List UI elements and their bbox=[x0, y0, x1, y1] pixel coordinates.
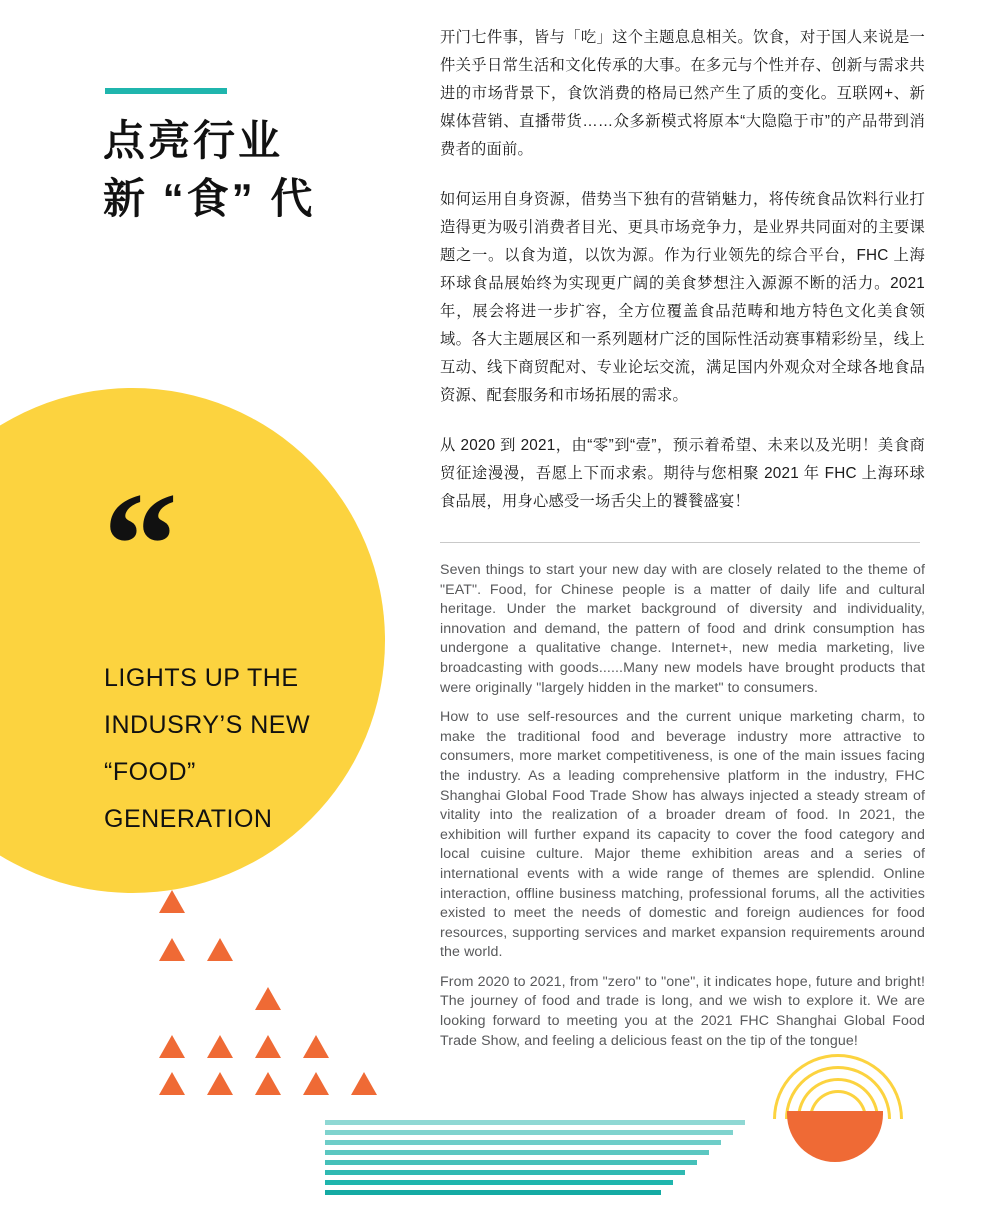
triangle-icon bbox=[159, 1035, 185, 1058]
bowl-body bbox=[787, 1114, 883, 1162]
triangle-icon bbox=[255, 1035, 281, 1058]
triangle-icon bbox=[303, 1072, 329, 1095]
triangle-pattern-decoration bbox=[150, 880, 420, 1090]
stripe bbox=[325, 1140, 721, 1145]
triangle-icon bbox=[159, 890, 185, 913]
left-panel bbox=[0, 0, 430, 1203]
stripe bbox=[325, 1120, 745, 1125]
quotation-mark-icon: “ bbox=[103, 462, 180, 628]
stripe bbox=[325, 1170, 685, 1175]
stripe bbox=[325, 1190, 661, 1195]
chinese-paragraph: 从 2020 到 2021，由“零”到“壹”，预示着希望、未来以及光明！美食商贸征途漫漫，吾愿上下而求索。期待与您相聚 2021 年 FHC 上海环球食品展，用身心感受一场舌尖上的饕餮盛宴！ bbox=[440, 437, 925, 510]
triangle-icon bbox=[159, 1072, 185, 1095]
triangle-icon bbox=[159, 938, 185, 961]
triangle-icon bbox=[207, 938, 233, 961]
english-headline-line-3: “FOOD” bbox=[104, 758, 196, 786]
stripe bbox=[325, 1150, 709, 1155]
bowl-logo-icon bbox=[765, 1030, 905, 1190]
english-paragraph: Seven things to start your new day with are closely related to the theme of "EAT". Food, for Chinese people is a matter of daily life and cultural heritage. Under the market background of diversity and individuality, innovation and demand, the pattern of food and drink consumption has undergone a qualitative change. Internet+, new media marketing, live broadcasting with goods......Many new models have brought products that were originally "largely hidden in the market" to consumers. bbox=[440, 562, 925, 696]
english-paragraph: From 2020 to 2021, from "zero" to "one", it indicates hope, future and bright! The journey of food and trade is long, and we wish to explore it. We are looking forward to meeting you at the 2021 FHC Shanghai Global Food Trade Show, and feeling a delicious feast on the tip of the tongue! bbox=[440, 973, 925, 1049]
watermark: 聚展 bbox=[926, 1163, 982, 1193]
right-panel bbox=[440, 0, 925, 1203]
english-paragraph: How to use self-resources and the current unique marketing charm, to make the traditional food and beverage industry more attractive to consumers, more market competitiveness, is one of the main issues facing the industry. As a leading comprehensive platform in the industry, FHC Shanghai Global Food Trade Show has always injected a steady stream of vitality into the realization of a broader dream of food. In 2021, the exhibition will further expand its capacity to cover the food category and local cuisine culture. Major theme exhibition areas and a series of international events with a wide range of themes are splendid. Online interaction, offline business matching, professional forums, all the activities existed to meet the needs of domestic and foreign audiences for food resources, supporting services and market expansion requirements around the world. bbox=[440, 709, 925, 961]
english-headline-line-1: LIGHTS UP THE bbox=[104, 664, 299, 692]
triangle-icon bbox=[207, 1035, 233, 1058]
stripe bbox=[325, 1160, 697, 1165]
chinese-headline bbox=[103, 112, 423, 228]
chinese-paragraph: 开门七件事，皆与「吃」这个主题息息相关。饮食，对于国人来说是一件关乎日常生活和文化传承的大事。在多元与个性并存、创新与需求共进的市场背景下，食饮消费的格局已然产生了质的变化。互联网+、新媒体营销、直播带货……众多新模式将原本“大隐隐于市”的产品带到消费者的面前。 bbox=[440, 29, 925, 158]
teal-stripes-decoration bbox=[325, 1120, 745, 1205]
triangle-icon bbox=[255, 1072, 281, 1095]
headline-line-2: 新 “食” 代 bbox=[103, 175, 316, 222]
stripe bbox=[325, 1130, 733, 1135]
chinese-paragraph: 如何运用自身资源，借势当下独有的营销魅力，将传统食品饮料行业打造得更为吸引消费者目光、更具市场竞争力，是业界共同面对的主要课题之一。以食为道，以饮为源。作为行业领先的综合平台，FHC 上海环球食品展始终为实现更广阔的美食梦想注入源源不断的活力。2021 年，展会将进一步扩容，全方位覆盖食品范畴和地方特色文化美食领域。各大主题展区和一系列题材广泛的国际性活动赛事精彩纷呈，线上互动、线下商贸配对、专业论坛交流，满足国内外观众对全球各地食品资源、配套服务和市场拓展的需求。 bbox=[440, 191, 925, 404]
english-headline-line-4: GENERATION bbox=[104, 805, 273, 833]
english-headline bbox=[104, 655, 404, 843]
triangle-icon bbox=[303, 1035, 329, 1058]
english-headline-line-2: INDUSRY’S NEW bbox=[104, 711, 311, 739]
triangle-icon bbox=[255, 987, 281, 1010]
triangle-icon bbox=[207, 1072, 233, 1095]
headline-line-1: 点亮行业 bbox=[103, 117, 284, 164]
section-divider bbox=[440, 542, 920, 543]
teal-accent-rule bbox=[105, 88, 227, 94]
triangle-icon bbox=[351, 1072, 377, 1095]
stripe bbox=[325, 1180, 673, 1185]
